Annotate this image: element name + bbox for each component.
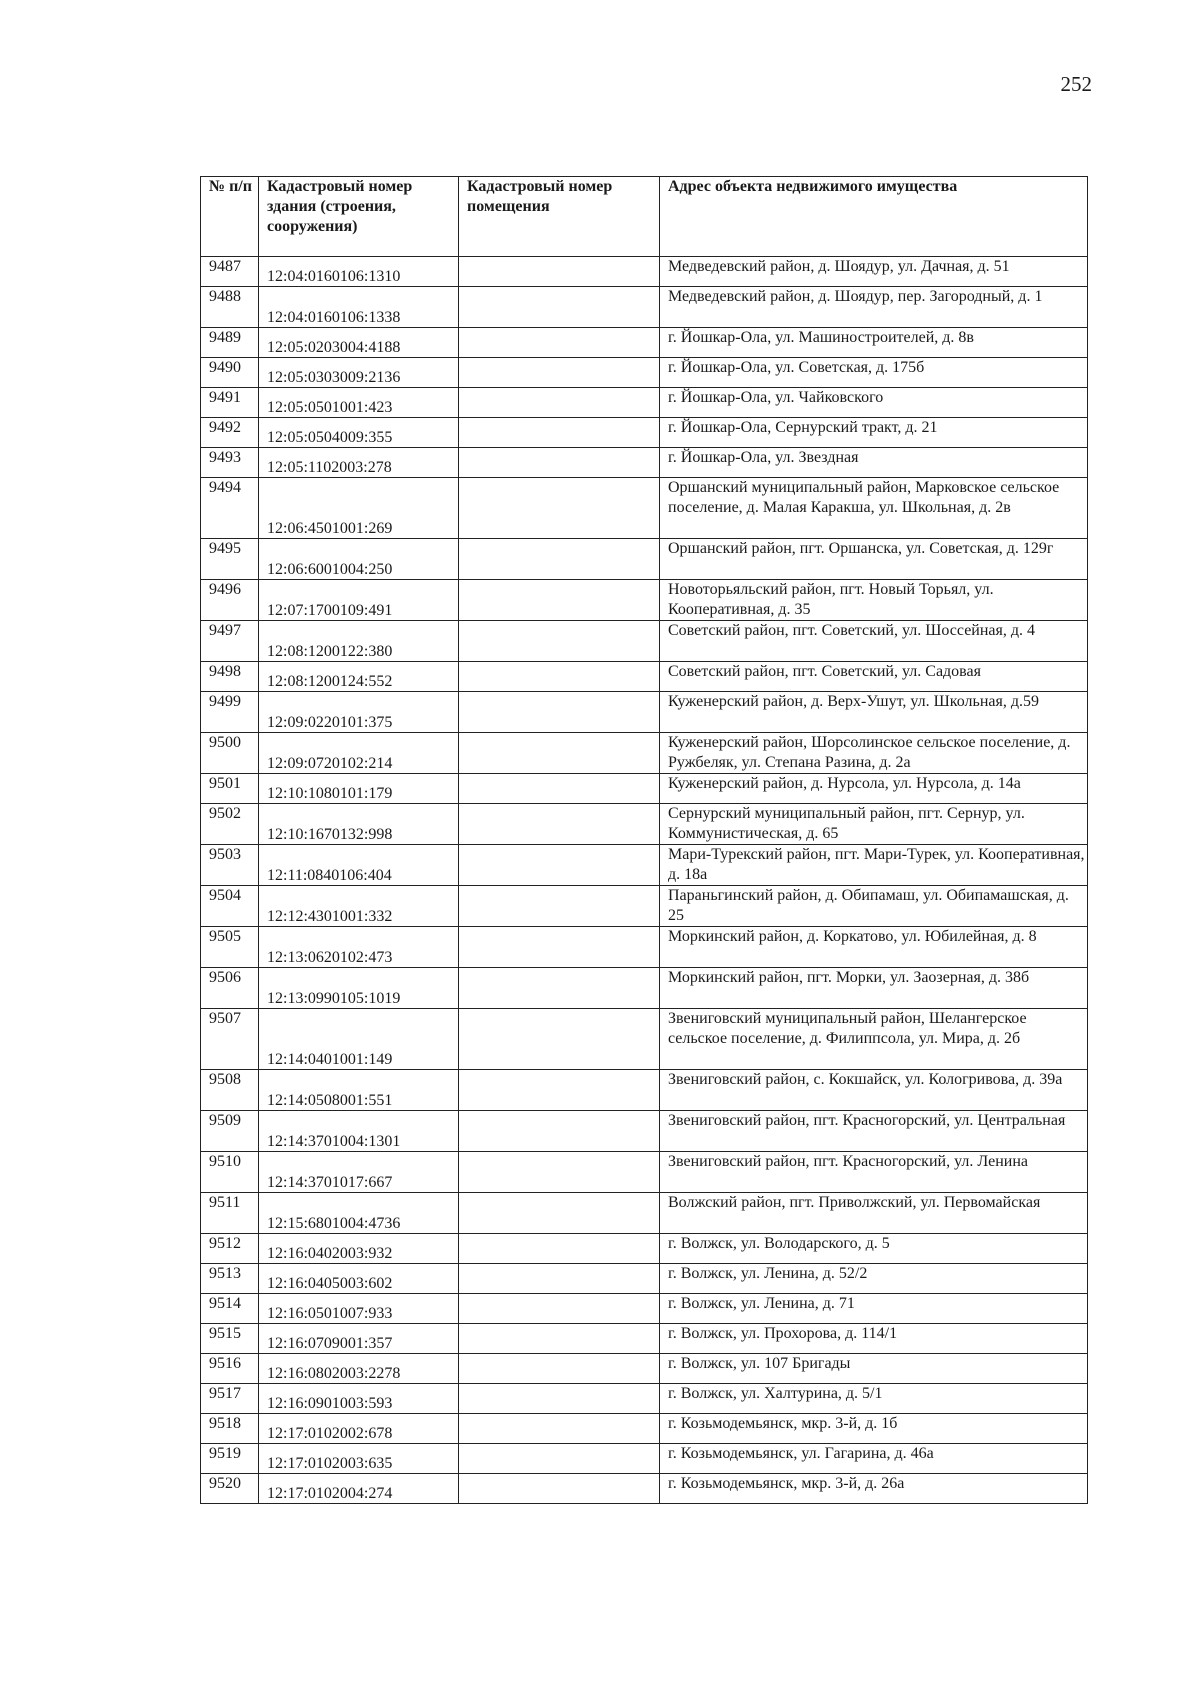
property-address: Советский район, пгт. Советский, ул. Шоссейная, д. 4 (660, 621, 1088, 662)
property-address: г. Волжск, ул. Прохорова, д. 114/1 (660, 1324, 1088, 1354)
property-address: г. Волжск, ул. Ленина, д. 52/2 (660, 1264, 1088, 1294)
property-address: Куженерский район, д. Нурсола, ул. Нурсола, д. 14а (660, 774, 1088, 804)
building-cadastral-number: 12:05:1102003:278 (259, 448, 459, 478)
building-cadastral-number: 12:12:4301001:332 (259, 886, 459, 927)
table-row (201, 1474, 1088, 1504)
property-address: Сернурский муниципальный район, пгт. Сернур, ул. Коммунистическая, д. 65 (660, 804, 1088, 845)
building-cadastral-number: 12:14:0508001:551 (259, 1070, 459, 1111)
table-row (201, 1384, 1088, 1414)
building-cadastral-number: 12:08:1200124:552 (259, 662, 459, 692)
property-address: Медведевский район, д. Шоядур, ул. Дачная, д. 51 (660, 257, 1088, 287)
building-cadastral-number: 12:08:1200122:380 (259, 621, 459, 662)
room-cadastral-number (459, 1294, 660, 1324)
header-number: № п/п (201, 177, 259, 257)
room-cadastral-number (459, 774, 660, 804)
room-cadastral-number (459, 388, 660, 418)
row-number: 9499 (201, 692, 259, 733)
building-cadastral-number: 12:06:6001004:250 (259, 539, 459, 580)
table-row (201, 692, 1088, 733)
room-cadastral-number (459, 662, 660, 692)
property-address: Параньгинский район, д. Обипамаш, ул. Обипамашская, д. 25 (660, 886, 1088, 927)
building-cadastral-number: 12:05:0203004:4188 (259, 328, 459, 358)
room-cadastral-number (459, 1009, 660, 1070)
room-cadastral-number (459, 328, 660, 358)
room-cadastral-number (459, 448, 660, 478)
row-number: 9508 (201, 1070, 259, 1111)
table-row (201, 1264, 1088, 1294)
table-body (201, 257, 1088, 1504)
row-number: 9495 (201, 539, 259, 580)
header-building-cadastral: Кадастровый номер здания (строения, сооружения) (259, 177, 459, 257)
table-row (201, 804, 1088, 845)
table-row (201, 968, 1088, 1009)
room-cadastral-number (459, 418, 660, 448)
row-number: 9516 (201, 1354, 259, 1384)
table-row (201, 1152, 1088, 1193)
property-address: г. Йошкар-Ола, ул. Советская, д. 175б (660, 358, 1088, 388)
row-number: 9490 (201, 358, 259, 388)
room-cadastral-number (459, 478, 660, 539)
building-cadastral-number: 12:16:0802003:2278 (259, 1354, 459, 1384)
property-address: Звениговский муниципальный район, Шелангерское сельское поселение, д. Филиппсола, ул. Мира, д. 2б (660, 1009, 1088, 1070)
property-address: Звениговский район, с. Кокшайск, ул. Кологривова, д. 39а (660, 1070, 1088, 1111)
building-cadastral-number: 12:16:0709001:357 (259, 1324, 459, 1354)
row-number: 9487 (201, 257, 259, 287)
building-cadastral-number: 12:10:1670132:998 (259, 804, 459, 845)
table-row (201, 621, 1088, 662)
building-cadastral-number: 12:05:0501001:423 (259, 388, 459, 418)
property-address: Звениговский район, пгт. Красногорский, ул. Ленина (660, 1152, 1088, 1193)
building-cadastral-number: 12:17:0102002:678 (259, 1414, 459, 1444)
room-cadastral-number (459, 1474, 660, 1504)
building-cadastral-number: 12:09:0720102:214 (259, 733, 459, 774)
table-row (201, 1354, 1088, 1384)
row-number: 9518 (201, 1414, 259, 1444)
row-number: 9515 (201, 1324, 259, 1354)
row-number: 9494 (201, 478, 259, 539)
row-number: 9493 (201, 448, 259, 478)
property-address: г. Волжск, ул. 107 Бригады (660, 1354, 1088, 1384)
table-row (201, 448, 1088, 478)
table-row (201, 388, 1088, 418)
table-row (201, 662, 1088, 692)
building-cadastral-number: 12:07:1700109:491 (259, 580, 459, 621)
building-cadastral-number: 12:05:0303009:2136 (259, 358, 459, 388)
table-row (201, 1009, 1088, 1070)
building-cadastral-number: 12:15:6801004:4736 (259, 1193, 459, 1234)
property-address: Оршанский район, пгт. Оршанска, ул. Советская, д. 129г (660, 539, 1088, 580)
room-cadastral-number (459, 1264, 660, 1294)
property-address: Моркинский район, д. Коркатово, ул. Юбилейная, д. 8 (660, 927, 1088, 968)
room-cadastral-number (459, 1444, 660, 1474)
table-row (201, 539, 1088, 580)
table-row (201, 478, 1088, 539)
room-cadastral-number (459, 845, 660, 886)
table-row (201, 1414, 1088, 1444)
row-number: 9488 (201, 287, 259, 328)
property-table (200, 176, 1088, 1504)
row-number: 9509 (201, 1111, 259, 1152)
table-row (201, 774, 1088, 804)
row-number: 9497 (201, 621, 259, 662)
table-row (201, 1111, 1088, 1152)
property-address: г. Волжск, ул. Володарского, д. 5 (660, 1234, 1088, 1264)
row-number: 9502 (201, 804, 259, 845)
row-number: 9496 (201, 580, 259, 621)
row-number: 9491 (201, 388, 259, 418)
property-address: г. Йошкар-Ола, ул. Машиностроителей, д. 8в (660, 328, 1088, 358)
property-address: Моркинский район, пгт. Морки, ул. Заозерная, д. 38б (660, 968, 1088, 1009)
building-cadastral-number: 12:05:0504009:355 (259, 418, 459, 448)
building-cadastral-number: 12:16:0405003:602 (259, 1264, 459, 1294)
table-row (201, 733, 1088, 774)
property-address: Волжский район, пгт. Приволжский, ул. Первомайская (660, 1193, 1088, 1234)
row-number: 9520 (201, 1474, 259, 1504)
building-cadastral-number: 12:14:3701004:1301 (259, 1111, 459, 1152)
table-row (201, 927, 1088, 968)
property-address: г. Козьмодемьянск, мкр. 3-й, д. 26а (660, 1474, 1088, 1504)
room-cadastral-number (459, 580, 660, 621)
building-cadastral-number: 12:16:0501007:933 (259, 1294, 459, 1324)
row-number: 9498 (201, 662, 259, 692)
room-cadastral-number (459, 539, 660, 580)
property-address: г. Йошкар-Ола, ул. Чайковского (660, 388, 1088, 418)
building-cadastral-number: 12:14:0401001:149 (259, 1009, 459, 1070)
property-address: Медведевский район, д. Шоядур, пер. Загородный, д. 1 (660, 287, 1088, 328)
property-address: г. Козьмодемьянск, ул. Гагарина, д. 46а (660, 1444, 1088, 1474)
building-cadastral-number: 12:16:0402003:932 (259, 1234, 459, 1264)
row-number: 9506 (201, 968, 259, 1009)
building-cadastral-number: 12:14:3701017:667 (259, 1152, 459, 1193)
building-cadastral-number: 12:13:0990105:1019 (259, 968, 459, 1009)
row-number: 9492 (201, 418, 259, 448)
building-cadastral-number: 12:04:0160106:1338 (259, 287, 459, 328)
row-number: 9489 (201, 328, 259, 358)
header-room-cadastral: Кадастровый номер помещения (459, 177, 660, 257)
room-cadastral-number (459, 968, 660, 1009)
building-cadastral-number: 12:09:0220101:375 (259, 692, 459, 733)
room-cadastral-number (459, 621, 660, 662)
room-cadastral-number (459, 804, 660, 845)
property-address: Куженерский район, Шорсолинское сельское поселение, д. Ружбеляк, ул. Степана Разина, д. 2а (660, 733, 1088, 774)
room-cadastral-number (459, 927, 660, 968)
property-address: Куженерский район, д. Верх-Ушут, ул. Школьная, д.59 (660, 692, 1088, 733)
room-cadastral-number (459, 257, 660, 287)
row-number: 9507 (201, 1009, 259, 1070)
table-row (201, 1294, 1088, 1324)
property-address: г. Волжск, ул. Халтурина, д. 5/1 (660, 1384, 1088, 1414)
table-row (201, 1324, 1088, 1354)
row-number: 9500 (201, 733, 259, 774)
row-number: 9513 (201, 1264, 259, 1294)
row-number: 9514 (201, 1294, 259, 1324)
table-row (201, 845, 1088, 886)
table-row (201, 1193, 1088, 1234)
table-row (201, 328, 1088, 358)
room-cadastral-number (459, 692, 660, 733)
row-number: 9503 (201, 845, 259, 886)
room-cadastral-number (459, 1384, 660, 1414)
row-number: 9511 (201, 1193, 259, 1234)
building-cadastral-number: 12:04:0160106:1310 (259, 257, 459, 287)
property-address: г. Козьмодемьянск, мкр. 3-й, д. 1б (660, 1414, 1088, 1444)
room-cadastral-number (459, 1070, 660, 1111)
row-number: 9505 (201, 927, 259, 968)
property-address: Звениговский район, пгт. Красногорский, ул. Центральная (660, 1111, 1088, 1152)
building-cadastral-number: 12:06:4501001:269 (259, 478, 459, 539)
table-row (201, 580, 1088, 621)
room-cadastral-number (459, 1324, 660, 1354)
row-number: 9519 (201, 1444, 259, 1474)
property-address: г. Йошкар-Ола, Сернурский тракт, д. 21 (660, 418, 1088, 448)
room-cadastral-number (459, 1152, 660, 1193)
room-cadastral-number (459, 358, 660, 388)
row-number: 9501 (201, 774, 259, 804)
table-row (201, 886, 1088, 927)
building-cadastral-number: 12:10:1080101:179 (259, 774, 459, 804)
room-cadastral-number (459, 1234, 660, 1264)
table-row (201, 358, 1088, 388)
table-header-row (201, 177, 1088, 257)
table-row (201, 1444, 1088, 1474)
table-row (201, 418, 1088, 448)
row-number: 9512 (201, 1234, 259, 1264)
room-cadastral-number (459, 733, 660, 774)
room-cadastral-number (459, 1354, 660, 1384)
table-row (201, 287, 1088, 328)
room-cadastral-number (459, 1193, 660, 1234)
property-address: Мари-Турекский район, пгт. Мари-Турек, ул. Кооперативная, д. 18а (660, 845, 1088, 886)
room-cadastral-number (459, 287, 660, 328)
building-cadastral-number: 12:13:0620102:473 (259, 927, 459, 968)
room-cadastral-number (459, 886, 660, 927)
building-cadastral-number: 12:11:0840106:404 (259, 845, 459, 886)
building-cadastral-number: 12:17:0102004:274 (259, 1474, 459, 1504)
property-address: г. Волжск, ул. Ленина, д. 71 (660, 1294, 1088, 1324)
header-address: Адрес объекта недвижимого имущества (660, 177, 1088, 257)
table-row (201, 1070, 1088, 1111)
row-number: 9510 (201, 1152, 259, 1193)
building-cadastral-number: 12:16:0901003:593 (259, 1384, 459, 1414)
room-cadastral-number (459, 1111, 660, 1152)
table-row (201, 257, 1088, 287)
property-address: Оршанский муниципальный район, Марковское сельское поселение, д. Малая Каракша, ул. Школьная, д. 2в (660, 478, 1088, 539)
building-cadastral-number: 12:17:0102003:635 (259, 1444, 459, 1474)
row-number: 9517 (201, 1384, 259, 1414)
property-address: г. Йошкар-Ола, ул. Звездная (660, 448, 1088, 478)
table-row (201, 1234, 1088, 1264)
property-address: Советский район, пгт. Советский, ул. Садовая (660, 662, 1088, 692)
page-number: 252 (1060, 72, 1092, 96)
room-cadastral-number (459, 1414, 660, 1444)
property-address: Новоторьяльский район, пгт. Новый Торьял, ул. Кооперативная, д. 35 (660, 580, 1088, 621)
row-number: 9504 (201, 886, 259, 927)
